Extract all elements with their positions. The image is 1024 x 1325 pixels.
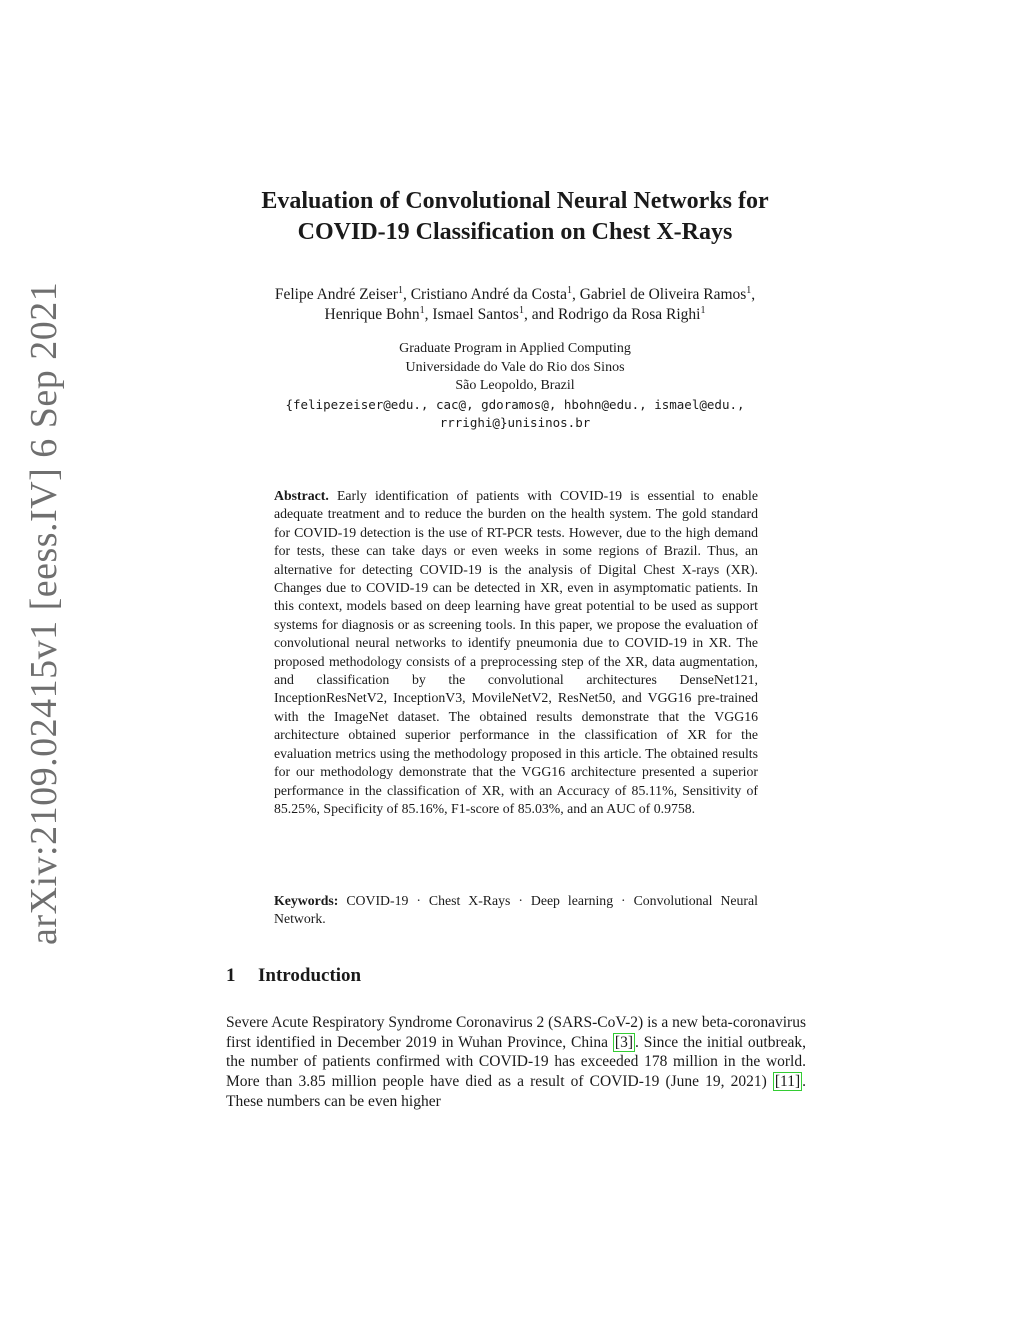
arxiv-stamp[interactable]: arXiv:2109.02415v1 [eess.IV] 6 Sep 2021	[23, 281, 65, 945]
author-name: Cristiano André da Costa	[410, 286, 567, 303]
intro-text-part-2: . Since the initial outbreak, the number of patients confirmed with COVID-19 has exceeded 178 million in the world. More than 3.85 million people have died as a result of COVID-19 (June 19, 2021)	[226, 1033, 807, 1091]
author-separator: ,	[424, 306, 433, 323]
author-affiliation-mark: 1	[700, 304, 706, 316]
keywords-text: COVID-19 · Chest X-Rays · Deep learning · Convolutional Neural Network.	[274, 893, 758, 927]
author-separator: ,	[402, 286, 411, 303]
affiliation-program: Graduate Program in Applied Computing	[399, 341, 631, 356]
author-separator: ,	[751, 286, 756, 303]
author-line-1	[160, 285, 870, 305]
author-line-2	[160, 305, 870, 325]
intro-text-part-3: . These numbers can be even higher	[226, 1073, 806, 1110]
section-heading-introduction	[226, 965, 361, 987]
affiliation-block	[200, 340, 830, 433]
abstract-label: Abstract.	[274, 488, 329, 503]
paper-title	[150, 186, 880, 248]
citation-link-11[interactable]: [11]	[774, 1073, 801, 1091]
citation-link-3[interactable]: [3]	[614, 1033, 633, 1051]
title-line-1: Evaluation of Convolutional Neural Networks for	[261, 188, 769, 214]
affiliation-city: São Leopoldo, Brazil	[455, 378, 575, 393]
author-affiliation-mark: 1	[566, 284, 572, 296]
section-title: Introduction	[258, 965, 362, 986]
title-line-2: COVID-19 Classification on Chest X-Rays	[297, 219, 733, 245]
intro-text-part-1: Severe Acute Respiratory Syndrome Coronavirus 2 (SARS-CoV-2) is a new beta-coronavirus first identified in December 2019 in Wuhan Province, China	[226, 1014, 806, 1051]
author-separator: , and	[523, 306, 558, 323]
author-separator: ,	[571, 286, 580, 303]
author-name: Ismael Santos	[432, 306, 519, 323]
introduction-paragraph	[226, 1013, 806, 1112]
author-name: Gabriel de Oliveira Ramos	[579, 286, 747, 303]
affiliation-university: Universidade do Vale do Rio dos Sinos	[405, 359, 625, 375]
abstract-text: Early identification of patients with COVID-19 is essential to enable adequate treatment and to reduce the burden on the health system. The gold standard for COVID-19 detection is the use of RT-PCR tests. However, due to the high demand for tests, these can take days or even weeks in some regions of Brazil. Thus, an alternative for detecting COVID-19 is the analysis of Digital Chest X-rays (XR). Changes due to COVID-19 can be detected in XR, even in asymptomatic patients. In this context, models based on deep learning have great potential to be used as support systems for diagnosis or as screening tools. In this paper, we propose the evaluation of convolutional neural networks to identify pneumonia due to COVID-19 in XR. The proposed methodology consists of a preprocessing step of the XR, data augmentation, and classification by the convolutional architectures DenseNet121, InceptionResNetV2, InceptionV3, MovileNetV2, ResNet50, and VGG16 pre-trained with the ImageNet dataset. The obtained results demonstrate that the VGG16 architecture obtained superior performance in the classification of XR for the evaluation metrics using the methodology proposed in this article. The obtained results for our methodology demonstrate that the VGG16 architecture presented a superior performance in the classification of XR, with an Accuracy of 85.11%, Sensitivity of 85.25%, Specificity of 85.16%, F1-score of 85.03%, and an AUC of 0.9758.	[274, 488, 759, 816]
author-affiliation-mark: 1	[518, 304, 524, 316]
section-number: 1	[226, 965, 236, 986]
author-affiliation-mark: 1	[746, 284, 752, 296]
author-name: Felipe André Zeiser	[274, 286, 398, 303]
author-affiliation-mark: 1	[419, 304, 425, 316]
author-list	[160, 285, 870, 325]
keywords	[274, 892, 758, 929]
author-name: Henrique Bohn	[324, 306, 420, 323]
keywords-label: Keywords:	[274, 893, 339, 908]
email-list-line-2: rrrighi@}unisinos.br	[439, 415, 591, 430]
email-list-line-1: {felipezeiser@edu., cac@, gdoramos@, hbohn@edu., ismael@edu.,	[285, 396, 745, 412]
abstract	[274, 487, 758, 818]
author-name: Rodrigo da Rosa Righi	[557, 306, 701, 323]
author-affiliation-mark: 1	[397, 284, 403, 296]
